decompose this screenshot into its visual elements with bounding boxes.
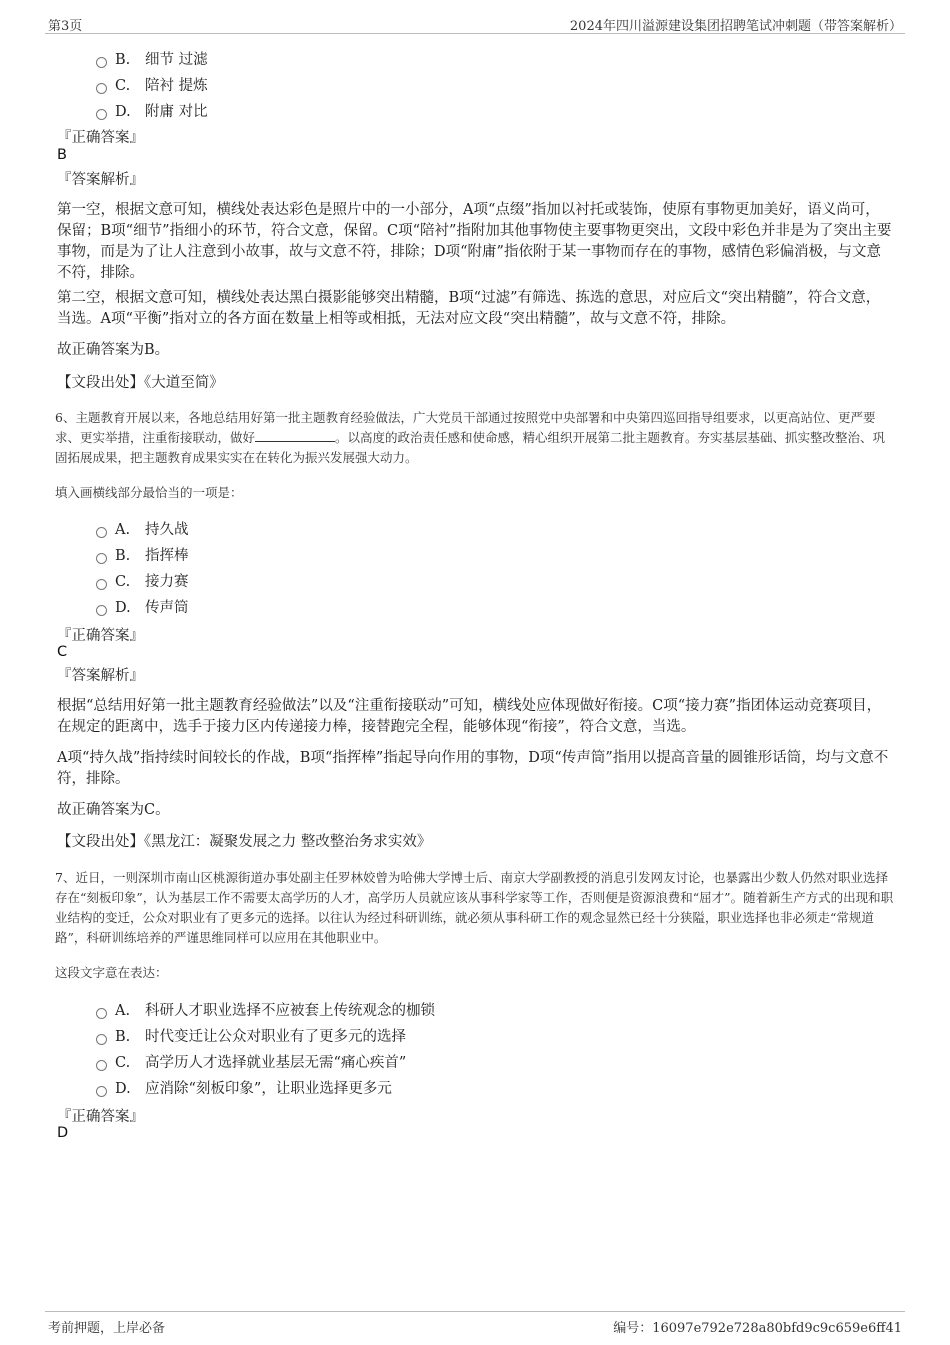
q5-option-b[interactable]: B. 细节 过滤 — [96, 48, 208, 68]
radio-icon[interactable] — [96, 1060, 107, 1071]
radio-icon[interactable] — [96, 1008, 107, 1019]
q6-analysis-p2: A项“持久战”指持续时间较长的作战，B项“指挥棒”指起导向作用的事物，D项“传声筒”指用以提高音量的圆锥形话筒，均与文意不符，排除。 — [57, 750, 889, 787]
q5-analysis-label: 『答案解析』 — [57, 172, 144, 188]
q5-analysis-p3: 故正确答案为B。 — [57, 342, 170, 358]
q7-answer: D — [57, 1125, 69, 1141]
footer-slogan: 考前押题，上岸必备 — [48, 1321, 166, 1336]
radio-icon[interactable] — [96, 109, 107, 120]
page-number: 第3页 — [48, 19, 83, 34]
radio-icon[interactable] — [96, 83, 107, 94]
q6-option-a[interactable]: A. 持久战 — [96, 518, 189, 538]
document-title: 2024年四川溢源建设集团招聘笔试冲刺题（带答案解析） — [569, 19, 902, 34]
page-header — [45, 13, 905, 34]
q6-option-d[interactable]: D. 传声筒 — [96, 596, 189, 616]
q7-option-a[interactable]: A. 科研人才职业选择不应被套上传统观念的枷锁 — [96, 999, 435, 1019]
radio-icon[interactable] — [96, 57, 107, 68]
radio-icon[interactable] — [96, 605, 107, 616]
q7-option-d[interactable]: D. 应消除“刻板印象”，让职业选择更多元 — [96, 1077, 392, 1097]
radio-icon[interactable] — [96, 579, 107, 590]
q6-analysis-p3: 故正确答案为C。 — [57, 802, 170, 818]
q7-answer-label: 『正确答案』 — [57, 1109, 144, 1125]
q6-option-c[interactable]: C. 接力赛 — [96, 570, 189, 590]
q7-option-c[interactable]: C. 高学历人才选择就业基层无需“痛心疾首” — [96, 1051, 406, 1071]
radio-icon[interactable] — [96, 1086, 107, 1097]
q7-stem: 7、近日，一则深圳市南山区桃源街道办事处副主任罗林姣曾为哈佛大学博士后、南京大学副教授的消息引发网友讨论，也暴露出少数人仍然对职业选择存在“刻板印象”，认为基层工作不需要太高学历的人才，高学历人员就应该从事科学家等工作，否则便是资源浪费和“屈才”。随着新生产方式的出现和职业结构的变迁，公众对职业有了更多元的选择。以往认为经过科研训练，就必须从事科研工作的观念显然已经十分狭隘，职业选择也非必须走“常规道路”，科研训练培养的严谨思维同样可以应用在其他职业中。 — [55, 870, 894, 945]
fill-blank — [255, 429, 335, 442]
q5-analysis-p1: 第一空，根据文意可知，横线处表达彩色是照片中的一小部分，A项“点缀”指加以衬托或装饰，使原有事物更加美好，语义尚可，保留；B项“细节”指细小的环节，符合文意，保留。C项“陪衬”指附加其他事物使主要事物更突出，文段中彩色并非是为了突出主要事物，而是为了让人注意到小故事，故与文意不符，排除；D项“附庸”指依附于某一事物而存在的事物，感情色彩偏消极，与文意不符，排除。 — [57, 202, 892, 281]
radio-icon[interactable] — [96, 527, 107, 538]
q5-analysis-p2: 第二空，根据文意可知，横线处表达黑白摄影能够突出精髓，B项“过滤”有筛选、拣选的意思，对应后文“突出精髓”，符合文意，当选。A项“平衡”指对立的各方面在数量上相等或相抵，无法对应文段“突出精髓”，故与文意不符，排除。 — [57, 290, 881, 327]
q6-analysis-label: 『答案解析』 — [57, 668, 144, 684]
q5-answer: B — [57, 147, 67, 163]
q5-answer-label: 『正确答案』 — [57, 130, 144, 146]
q7-prompt: 这段文字意在表达： — [55, 965, 168, 980]
radio-icon[interactable] — [96, 553, 107, 564]
q5-option-d[interactable]: D. 附庸 对比 — [96, 100, 208, 120]
document-code: 编号：16097e792e728a80bfd9c9c659e6ff41 — [613, 1321, 902, 1336]
q6-analysis-p1: 根据“总结用好第一批主题教育经验做法”以及“注重衔接联动”可知，横线处应体现做好衔接。C项“接力赛”指团体运动竞赛项目，在规定的距离中，选手于接力区内传递接力棒，接替跑完全程，能够体现“衔接”，符合文意，当选。 — [57, 698, 882, 735]
q5-source: 【文段出处】《大道至简》 — [57, 375, 224, 391]
q6-source: 【文段出处】《黑龙江：凝聚发展之力 整改整治务求实效》 — [57, 834, 432, 850]
q6-stem: 6、主题教育开展以来，各地总结用好第一批主题教育经验做法，广大党员干部通过按照党中央部署和中央第四巡回指导组要求，以更高站位、更严要求、更实举措，注重衔接联动，做好 。以高度的政治责任感和使命感，精心组织开展第二批主题教育。夯实基层基础、抓实整改整治、巩固拓展成果，把主题教育成果实实在在转化为振兴发展强大动力。 — [55, 410, 886, 465]
radio-icon[interactable] — [96, 1034, 107, 1045]
q6-answer-label: 『正确答案』 — [57, 628, 144, 644]
q6-prompt: 填入画横线部分最恰当的一项是： — [55, 485, 243, 500]
q6-option-b[interactable]: B. 指挥棒 — [96, 544, 189, 564]
q6-answer: C — [57, 644, 68, 660]
q7-option-b[interactable]: B. 时代变迁让公众对职业有了更多元的选择 — [96, 1025, 406, 1045]
q5-option-c[interactable]: C. 陪衬 提炼 — [96, 74, 208, 94]
page-footer — [45, 1311, 905, 1336]
